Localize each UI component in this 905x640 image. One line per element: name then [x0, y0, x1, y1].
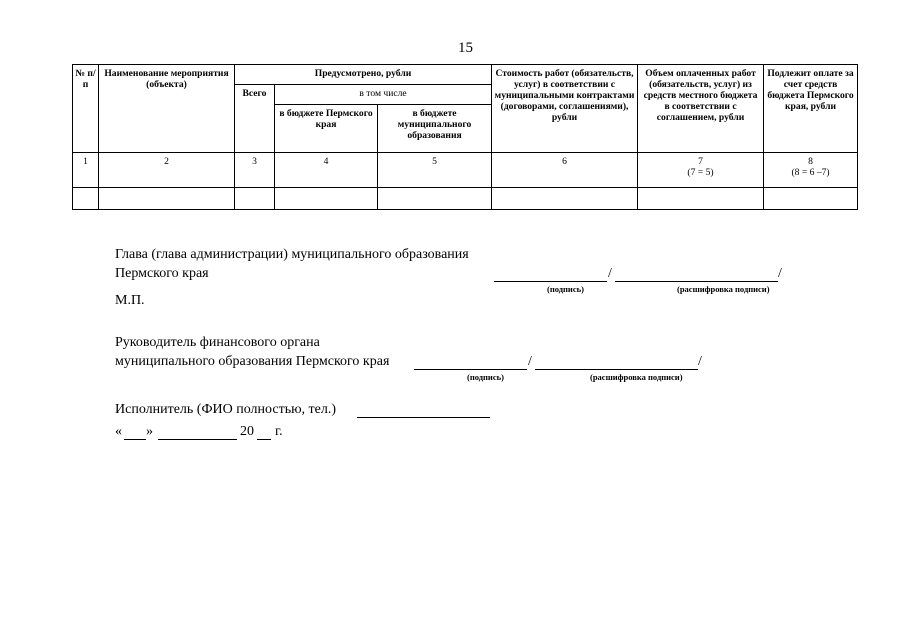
header-to-pay: Подлежит оплате за счет средств бюджета Пермского края, рубли [764, 65, 858, 153]
fin-name-field[interactable] [535, 369, 698, 370]
num-cell-8-value: 8 [808, 156, 813, 167]
empty-cell[interactable] [275, 188, 378, 210]
header-including: в том числе [275, 85, 492, 105]
head-title-line1: Глава (глава администрации) муниципального образования [115, 247, 469, 262]
num-cell-7 [638, 153, 764, 188]
header-num: № п/п [73, 65, 99, 153]
empty-cell[interactable] [73, 188, 99, 210]
num-cell-8 [764, 153, 858, 188]
budget-table [72, 64, 858, 210]
header-municipal-budget: в бюджете муниципального образования [378, 105, 492, 153]
date-day-field[interactable] [124, 439, 146, 440]
num-cell-2: 2 [99, 153, 235, 188]
empty-cell[interactable] [99, 188, 235, 210]
num-cell-3: 3 [235, 153, 275, 188]
num-cell-1: 1 [73, 153, 99, 188]
fin-title-line1: Руководитель финансового органа [115, 335, 320, 350]
num-cell-5: 5 [378, 153, 492, 188]
head-caption-decoding: (расшифровка подписи) [677, 284, 770, 294]
fin-signature-field[interactable] [414, 369, 527, 370]
num-cell-7-formula: (7 = 5) [687, 167, 714, 178]
num-cell-7-value: 7 [698, 156, 703, 167]
header-paid-volume: Объем оплаченных работ (обязательств, услуг) из средств местного бюджета в соответствии с соглашением, рубли [638, 65, 764, 153]
page-number: 15 [458, 40, 473, 56]
head-signature-field[interactable] [494, 281, 607, 282]
header-works-cost: Стоимость работ (обязательств, услуг) в соответствии с муниципальными контрактами (договорами, соглашениями), рубли [492, 65, 638, 153]
fin-caption-signature: (подпись) [467, 372, 504, 382]
empty-cell[interactable] [638, 188, 764, 210]
fin-title-line2: муниципального образования Пермского края [115, 354, 390, 369]
head-caption-signature: (подпись) [547, 284, 584, 294]
numbering-row [73, 153, 858, 188]
empty-cell[interactable] [492, 188, 638, 210]
header-total: Всего [235, 85, 275, 153]
date-year-field[interactable] [257, 439, 271, 440]
head-title-line2: Пермского края [115, 266, 209, 281]
header-planned: Предусмотрено, рубли [235, 65, 492, 85]
head-name-field[interactable] [615, 281, 778, 282]
empty-cell[interactable] [378, 188, 492, 210]
header-regional-budget: в бюджете Пермского края [275, 105, 378, 153]
date-year-prefix: 20 [240, 424, 254, 439]
empty-cell[interactable] [235, 188, 275, 210]
num-cell-6: 6 [492, 153, 638, 188]
date-suffix: г. [275, 424, 283, 439]
fin-caption-decoding: (расшифровка подписи) [590, 372, 683, 382]
empty-cell[interactable] [764, 188, 858, 210]
header-name: Наименование мероприятия (объекта) [99, 65, 235, 153]
num-cell-4: 4 [275, 153, 378, 188]
executor-field[interactable] [357, 417, 490, 418]
num-cell-8-formula: (8 = 6 –7) [791, 167, 830, 178]
date-month-field[interactable] [158, 439, 237, 440]
date-open-quote: « [115, 424, 122, 439]
seal-label: М.П. [115, 293, 145, 308]
executor-label: Исполнитель (ФИО полностью, тел.) [115, 402, 337, 417]
table-row [73, 188, 858, 210]
date-close-quote: » [146, 424, 153, 439]
